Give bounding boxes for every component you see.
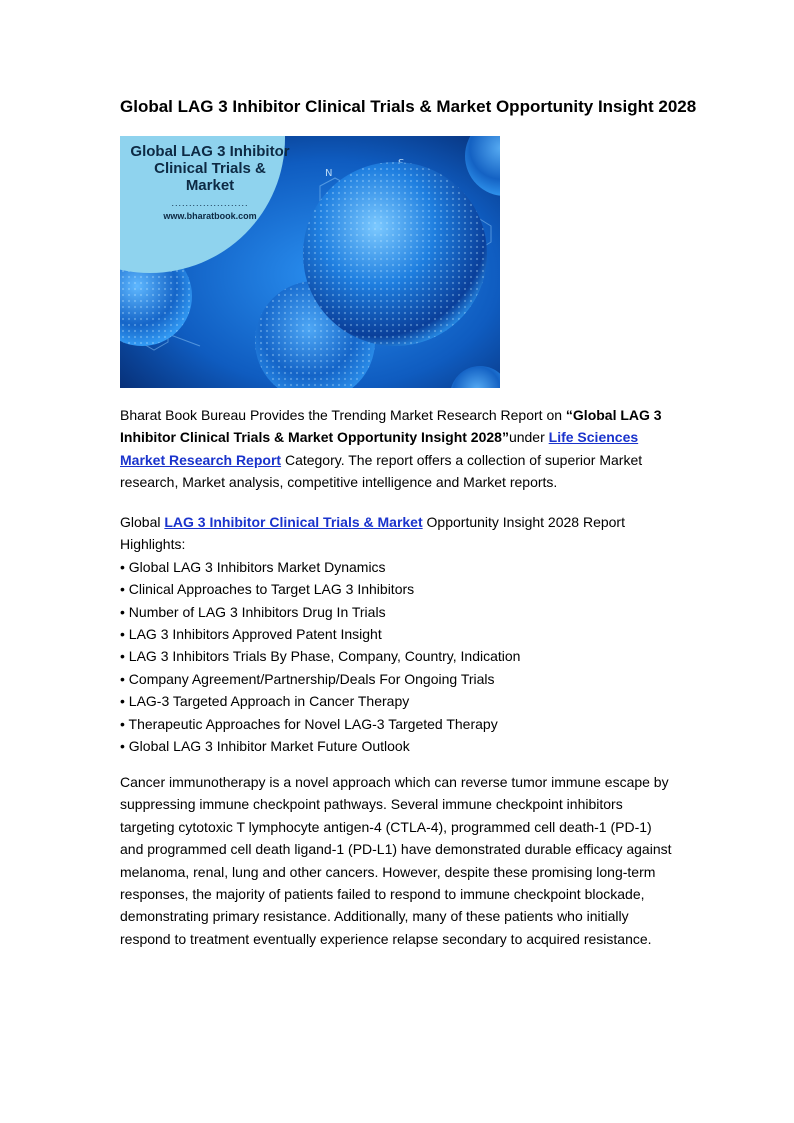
report-title: “Global LAG 3 Inhibitor Clinical Trials & Market Opportunity Insight 2028” (120, 407, 662, 446)
highlights-section (120, 511, 676, 757)
highlights-tail: Opportunity Insight 2028 Report Highlights: (120, 514, 625, 553)
intro-lead: Bharat Book Bureau Provides the Trending Market Research Report on (120, 407, 566, 423)
intro-under: under (508, 429, 549, 446)
chem-label: N (325, 168, 333, 179)
list-item: • LAG-3 Targeted Approach in Cancer Therapy (120, 690, 676, 712)
list-item: • Clinical Approaches to Target LAG 3 Inhibitors (120, 578, 676, 600)
page-title: Global LAG 3 Inhibitor Clinical Trials & Market Opportunity Insight 2028 (120, 97, 697, 116)
intro-tail: Category. The report offers a collection of superior Market research, Market analysis, competitive intelligence and Market reports. (120, 451, 643, 491)
highlights-heading (120, 511, 676, 556)
list-item: • Therapeutic Approaches for Novel LAG-3 Targeted Therapy (120, 713, 676, 735)
lag3-link[interactable]: LAG 3 Inhibitor Clinical Trials & Market (164, 514, 423, 530)
hero-badge-dots: ...................... (171, 198, 249, 208)
category-link[interactable]: Life Sciences Market Research Report (120, 429, 639, 468)
body-paragraph: Cancer immunotherapy is a novel approach which can reverse tumor immune escape by suppressing immune checkpoint pathways. Several immune checkpoint inhibitors targeting cytotoxic T lymphocyte antigen-4 (CTLA-4), programmed cell death-1 (PD-1) and programmed cell death ligand-1 (PD-L1) have demonstrated durable efficacy against melanoma, renal, lung and other cancers. However, despite these promising long-term responses, the majority of patients failed to respond to immune checkpoint blockade, demonstrating primary resistance. Additionally, many of these patients who initially respond to treatment eventually experience relapse secondary to acquired resistance. (120, 774, 672, 947)
list-item: • LAG 3 Inhibitors Trials By Phase, Company, Country, Indication (120, 645, 676, 667)
hero-badge-url: www.bharatbook.com (163, 211, 257, 221)
list-item: • Global LAG 3 Inhibitor Market Future Outlook (120, 735, 676, 757)
list-item: • Company Agreement/Partnership/Deals For Ongoing Trials (120, 668, 676, 690)
list-item: • Global LAG 3 Inhibitors Market Dynamics (120, 556, 676, 578)
highlights-list (120, 556, 676, 758)
list-item: • LAG 3 Inhibitors Approved Patent Insight (120, 623, 676, 645)
hero-image (120, 136, 500, 388)
intro-paragraph (120, 404, 676, 494)
hero-badge (120, 136, 300, 246)
hero-badge-title: Global LAG 3 Inhibitor Clinical Trials & Market (130, 143, 290, 194)
list-item: • Number of LAG 3 Inhibitors Drug In Trials (120, 601, 676, 623)
highlights-lead: Global (120, 514, 165, 530)
